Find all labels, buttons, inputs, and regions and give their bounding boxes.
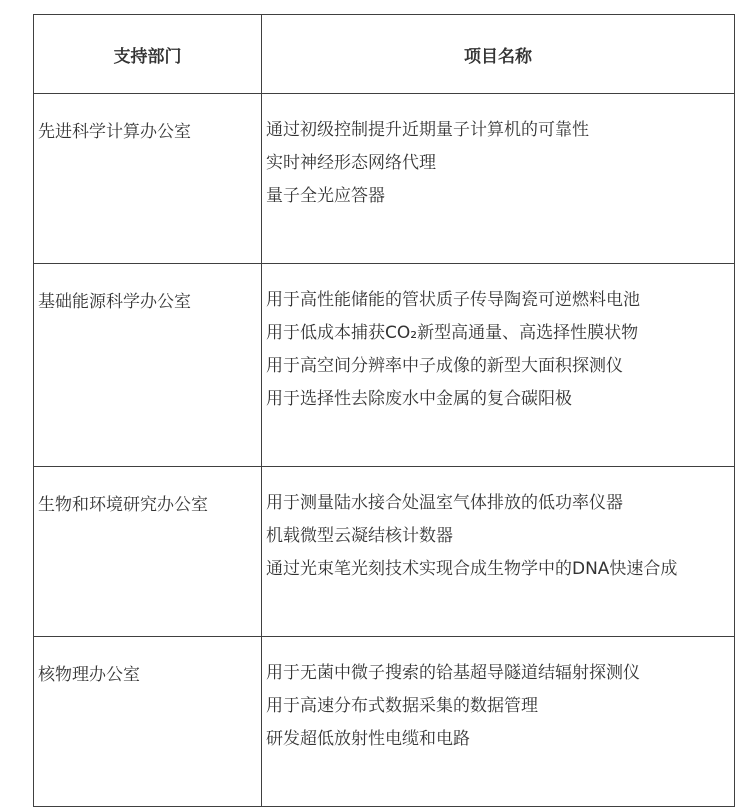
table-row: [34, 94, 735, 264]
projects-cell: [262, 94, 735, 264]
header-project: 项目名称: [262, 15, 735, 94]
project-item: 用于高性能储能的管状质子传导陶瓷可逆燃料电池: [266, 290, 640, 310]
projects-cell: [262, 264, 735, 467]
project-item: 用于高空间分辨率中子成像的新型大面积探测仪: [266, 356, 623, 376]
project-item: 研发超低放射性电缆和电路: [266, 729, 470, 749]
project-item: 通过光束笔光刻技术实现合成生物学中的DNA快速合成: [266, 559, 678, 579]
project-item: 机载微型云凝结核计数器: [266, 526, 453, 546]
project-item: 通过初级控制提升近期量子计算机的可靠性: [266, 120, 589, 140]
project-item: 量子全光应答器: [266, 186, 385, 206]
project-item: 用于选择性去除废水中金属的复合碳阳极: [266, 389, 572, 409]
header-dept: 支持部门: [34, 15, 262, 94]
project-item: 用于高速分布式数据采集的数据管理: [266, 696, 538, 716]
projects-table: [33, 14, 735, 807]
project-item: 用于低成本捕获CO₂新型高通量、高选择性膜状物: [266, 323, 639, 343]
table-row: [34, 637, 735, 807]
project-item: 用于无菌中微子搜索的铪基超导隧道结辐射探测仪: [266, 663, 640, 683]
projects-cell: [262, 467, 735, 637]
project-item: 实时神经形态网络代理: [266, 153, 436, 173]
dept-cell: 核物理办公室: [34, 637, 262, 807]
table-header-row: [34, 15, 735, 94]
dept-cell: 先进科学计算办公室: [34, 94, 262, 264]
project-item: 用于测量陆水接合处温室气体排放的低功率仪器: [266, 493, 623, 513]
dept-cell: 基础能源科学办公室: [34, 264, 262, 467]
projects-table-container: [33, 14, 735, 807]
projects-cell: [262, 637, 735, 807]
table-row: [34, 467, 735, 637]
table-row: [34, 264, 735, 467]
dept-cell: 生物和环境研究办公室: [34, 467, 262, 637]
